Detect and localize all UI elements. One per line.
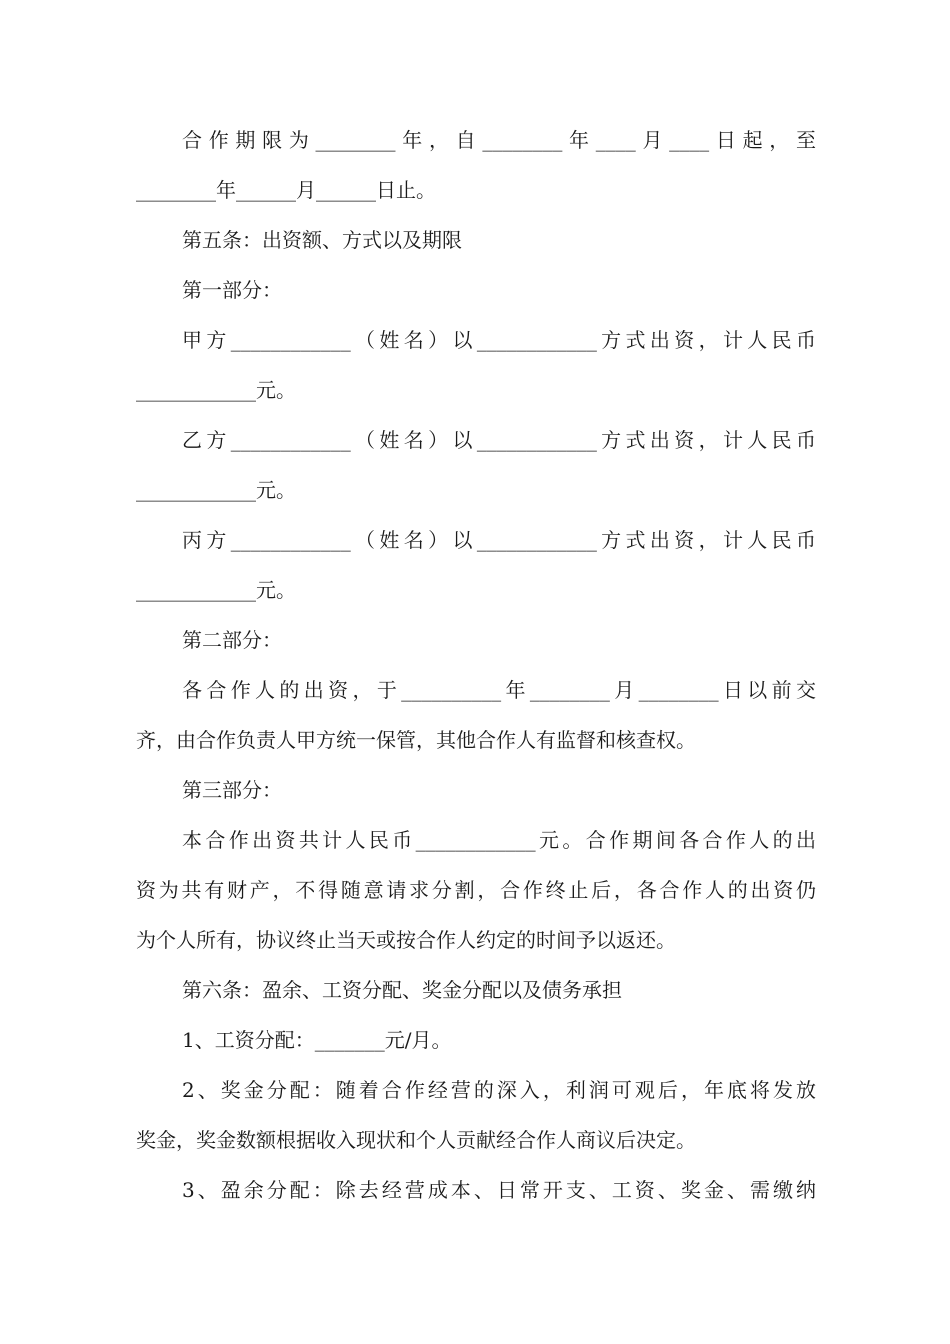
custody-line: 齐，由合作负责人甲方统一保管，其他合作人有监督和核查权。 — [136, 728, 696, 752]
part-2-heading: 第二部分： — [182, 628, 282, 652]
article-6-heading: 第六条：盈余、工资分配、奖金分配以及债务承担 — [182, 978, 622, 1002]
salary-line: 1、工资分配：_______元/月。 — [182, 1028, 452, 1052]
term-end-line: ________年______月______日止。 — [136, 178, 436, 202]
party-c-contribution: 丙方____________（姓名）以____________方式出资，计人民币 — [182, 528, 816, 552]
party-b-contribution: 乙方____________（姓名）以____________方式出资，计人民币 — [182, 428, 816, 452]
article-5-heading: 第五条：出资额、方式以及期限 — [182, 228, 462, 252]
bonus-decision-line: 奖金，奖金数额根据收入现状和个人贡献经合作人商议后决定。 — [136, 1128, 696, 1152]
part-1-heading: 第一部分： — [182, 278, 282, 302]
party-b-amount: ____________元。 — [136, 478, 296, 502]
party-a-amount: ____________元。 — [136, 378, 296, 402]
bonus-line: 2、奖金分配：随着合作经营的深入，利润可观后，年底将发放 — [182, 1078, 816, 1102]
party-a-contribution: 甲方____________（姓名）以____________方式出资，计人民币 — [182, 328, 816, 352]
return-line: 为个人所有，协议终止当天或按合作人约定的时间予以返还。 — [136, 928, 676, 952]
term-period-line: 合作期限为________年，自________年____月____日起，至 — [182, 128, 816, 152]
part-3-heading: 第三部分： — [182, 778, 282, 802]
total-contribution-line: 本合作出资共计人民币____________元。合作期间各合作人的出 — [182, 828, 816, 852]
contribution-deadline-line: 各合作人的出资，于__________年________月________日以前交 — [182, 678, 816, 702]
joint-property-line: 资为共有财产，不得随意请求分割，合作终止后，各合作人的出资仍 — [136, 878, 816, 902]
party-c-amount: ____________元。 — [136, 578, 296, 602]
surplus-line: 3、盈余分配：除去经营成本、日常开支、工资、奖金、需缴纳 — [182, 1178, 816, 1202]
